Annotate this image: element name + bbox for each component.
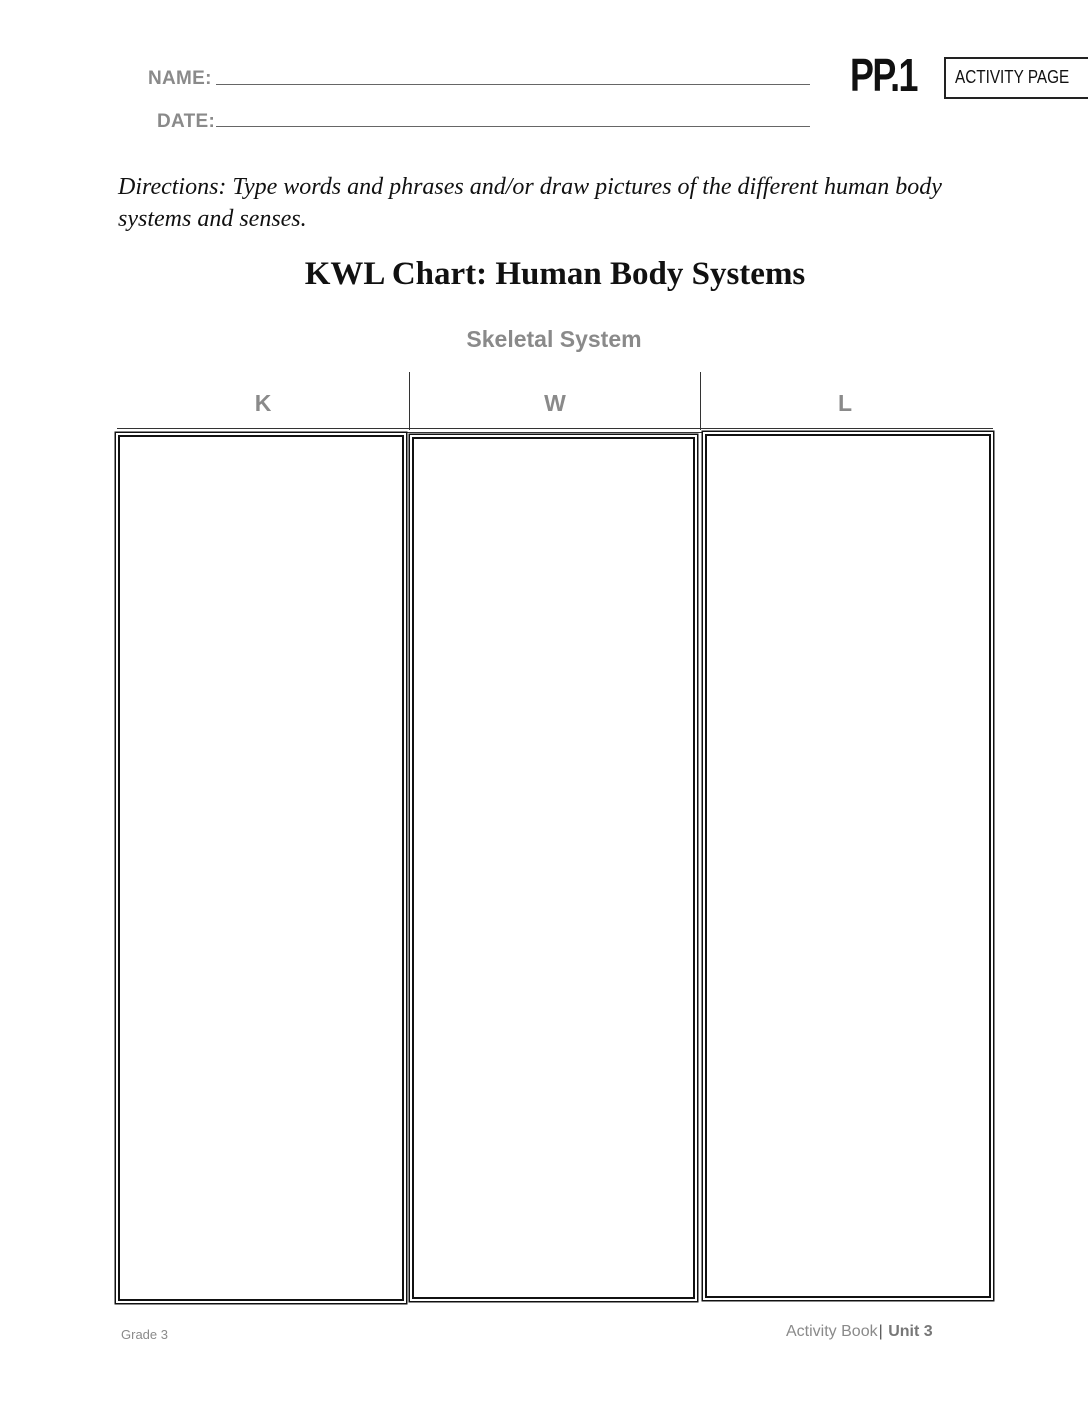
footer-book-info — [786, 1323, 933, 1341]
header-rule — [117, 432, 993, 433]
name-label: NAME: — [148, 68, 212, 89]
activity-page-badge — [944, 57, 1088, 99]
system-heading: Skeletal System — [466, 326, 642, 352]
header-rule — [117, 428, 993, 429]
column-header-w: W — [544, 390, 566, 416]
column-divider — [409, 372, 410, 430]
date-line[interactable] — [216, 126, 810, 127]
k-answer-box[interactable] — [118, 435, 404, 1301]
w-answer-box[interactable] — [412, 437, 695, 1299]
l-answer-box[interactable] — [705, 434, 991, 1298]
page-title: KWL Chart: Human Body Systems — [304, 256, 806, 292]
activity-page-label: ACTIVITY PAGE — [955, 67, 1070, 87]
column-divider — [700, 372, 701, 430]
footer-book: Activity Book — [786, 1323, 878, 1340]
directions-text: Directions: Type words and phrases and/or draw pictures of the different human body systems and senses. — [118, 174, 942, 232]
footer-unit: Unit 3 — [888, 1323, 933, 1340]
date-label: DATE: — [157, 111, 216, 132]
footer-separator: | — [878, 1323, 883, 1340]
column-header-l: L — [837, 390, 853, 416]
page-code: PP.1 — [850, 49, 917, 101]
footer-grade: Grade 3 — [121, 1327, 168, 1342]
column-header-k: K — [254, 390, 272, 416]
name-line[interactable] — [216, 84, 810, 85]
